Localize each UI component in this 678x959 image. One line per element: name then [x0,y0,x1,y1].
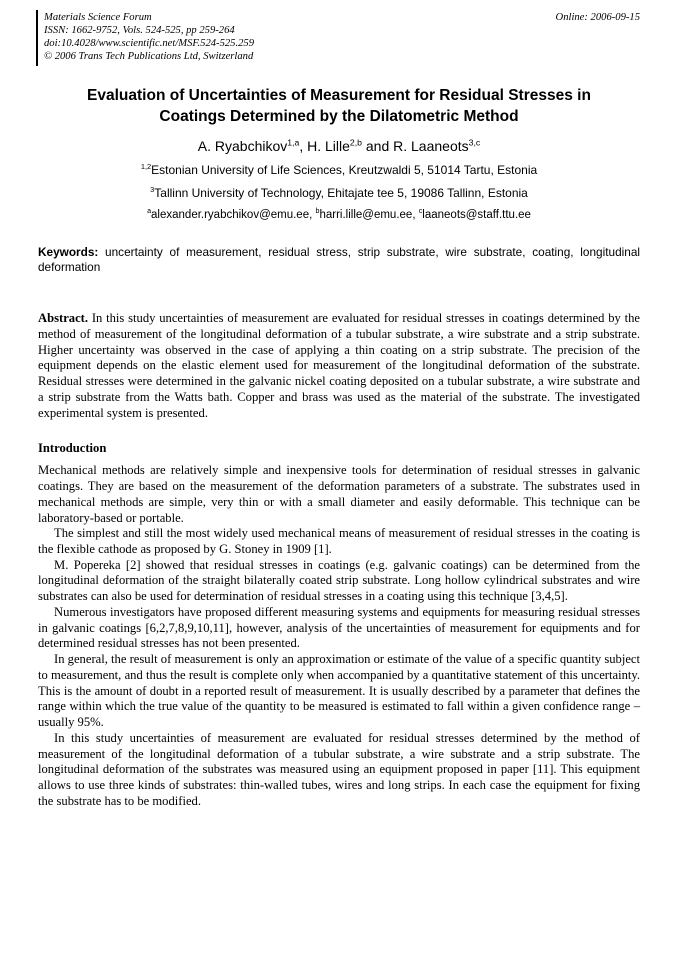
author-affiliation-sup: 1,a [287,136,300,147]
abstract-text: In this study uncertainties of measurement are evaluated for residual stresses in coatings determined by the method of measurement of the longitudinal deformation of a tubular substrate, a wire substrate and a strip substrate. Higher uncertainty was observed in the case of applying a thin coating on a strip substrate. The precision of the equipment depends on the elastic element used for measurement of the longitudinal deformation of the substrate. Residual stresses were determined in the galvanic nickel coating deposited on a tubular substrate, a wire substrate and a strip substrate from the Watts bath. Copper and brass was used as the material of the substrate. The investigated experimental system is presented. [38,311,640,420]
affiliation-sup: 3 [150,184,155,194]
section-heading-introduction: Introduction [38,441,107,456]
online-date: Online: 2006-09-15 [555,12,640,23]
journal-header [38,12,640,64]
author-affiliation-sup: 2,b [349,136,362,147]
journal-issn-line: ISSN: 1662-9752, Vols. 524-525, pp 259-264 [44,24,235,36]
email-sup: a [147,206,152,215]
journal-doi-line: doi:10.4028/www.scientific.net/MSF.524-525.259 [44,37,254,49]
email: $^c$laaneots@staff.ttu.ee [418,206,531,221]
paragraph: Mechanical methods are relatively simple and inexpensive tools for determination of residual stresses in galvanic coatings. They are based on the measurement of the deformation parameters of a substrate. The substrates used in mechanical methods are simple, very thin or with a small diameter and easily deformable. This technique can be laboratory-based or portable. [38,463,640,525]
affiliation-2: $^3$Tallinn University of Technology, Ehitajate tee 5, 19086 Tallinn, Estonia [150,184,528,200]
paragraph: In this study uncertainties of measurement are evaluated for residual stresses determined by the method of measurement of the longitudinal deformation of a tubular substrate, a wire substrate and a strip substrate. The longitudinal deformation of the substrates was measured using an equipment proposed in paper [11]. This equipment allows to use three kinds of substrates: thin-walled tubes, wires and long strips. In each case the equipment for fixing the substrate has to be modified. [38,730,640,808]
email-sup: c [418,206,423,215]
author-affiliation-sup: 3,c [468,136,481,147]
keywords-label: Keywords: [38,244,99,259]
header-left-rule [36,10,38,66]
email: $^b$harri.lille@emu.ee, [315,206,416,221]
affiliation-1: $^{1,2}$Estonian University of Life Sciences, Kreutzwaldi 5, 51014 Tartu, Estonia [140,161,538,177]
author: A. Ryabchikov$^{1,a}$, [197,136,304,154]
abstract-label: Abstract. [38,311,89,326]
paragraph: In general, the result of measurement is only an approximation or estimate of the value of a specific quantity subject to measurement, and thus the result is complete only when accompanied by a quantitative statement of this uncertainty. This is the amount of doubt in a reported result of measurement. It is usually described by a parameter that defines the range within which the true value of the quantity to be measured is estimated to fall within a given confidence range – usually 95%. [38,652,640,730]
keywords-text: uncertainty of measurement, residual stress, strip substrate, wire substrate, coating, longitudinal deformation [38,244,640,274]
authors-line [38,138,640,154]
author: H. Lille$^{2,b}$ and [303,136,390,154]
paragraph: M. Popereka [2] showed that residual stresses in coatings (e.g. galvanic coatings) can be determined from the longitudinal deformation of the straight bilaterally coated strip substrate. Long hollow cylindrical substrates and wire substrates can also be used for determination of residual stresses in a coating using this technique [3,4,5]. [38,557,640,604]
author: R. Laaneots$^{3,c}$ [389,136,481,154]
journal-copyright-line: © 2006 Trans Tech Publications Ltd, Switzerland [44,50,254,62]
keywords-block [38,245,640,276]
affiliation-sup: 1,2 [140,161,152,171]
author-emails [38,206,640,221]
paragraph: Numerous investigators have proposed different measuring systems and equipments for measuring residual stresses in galvanic coatings [6,2,7,8,9,10,11], however, analysis of the uncertainties of measurement for equipments and for determined residual stresses has not been presented. [38,604,640,651]
journal-header-left [38,12,254,64]
paragraph: The simplest and still the most widely used mechanical means of measurement of residual stresses in the coating is the flexible cathode as proposed by G. Stoney in 1909 [1]. [38,526,640,556]
email-sup: b [315,206,320,215]
journal-name: Materials Science Forum [44,12,152,23]
abstract-block [38,311,640,421]
email: $^a$alexander.ryabchikov@emu.ee, [147,206,313,221]
paper-title: Evaluation of Uncertainties of Measurement for Residual Stresses in Coatings Determined by the Dilatometric Method [87,86,591,125]
